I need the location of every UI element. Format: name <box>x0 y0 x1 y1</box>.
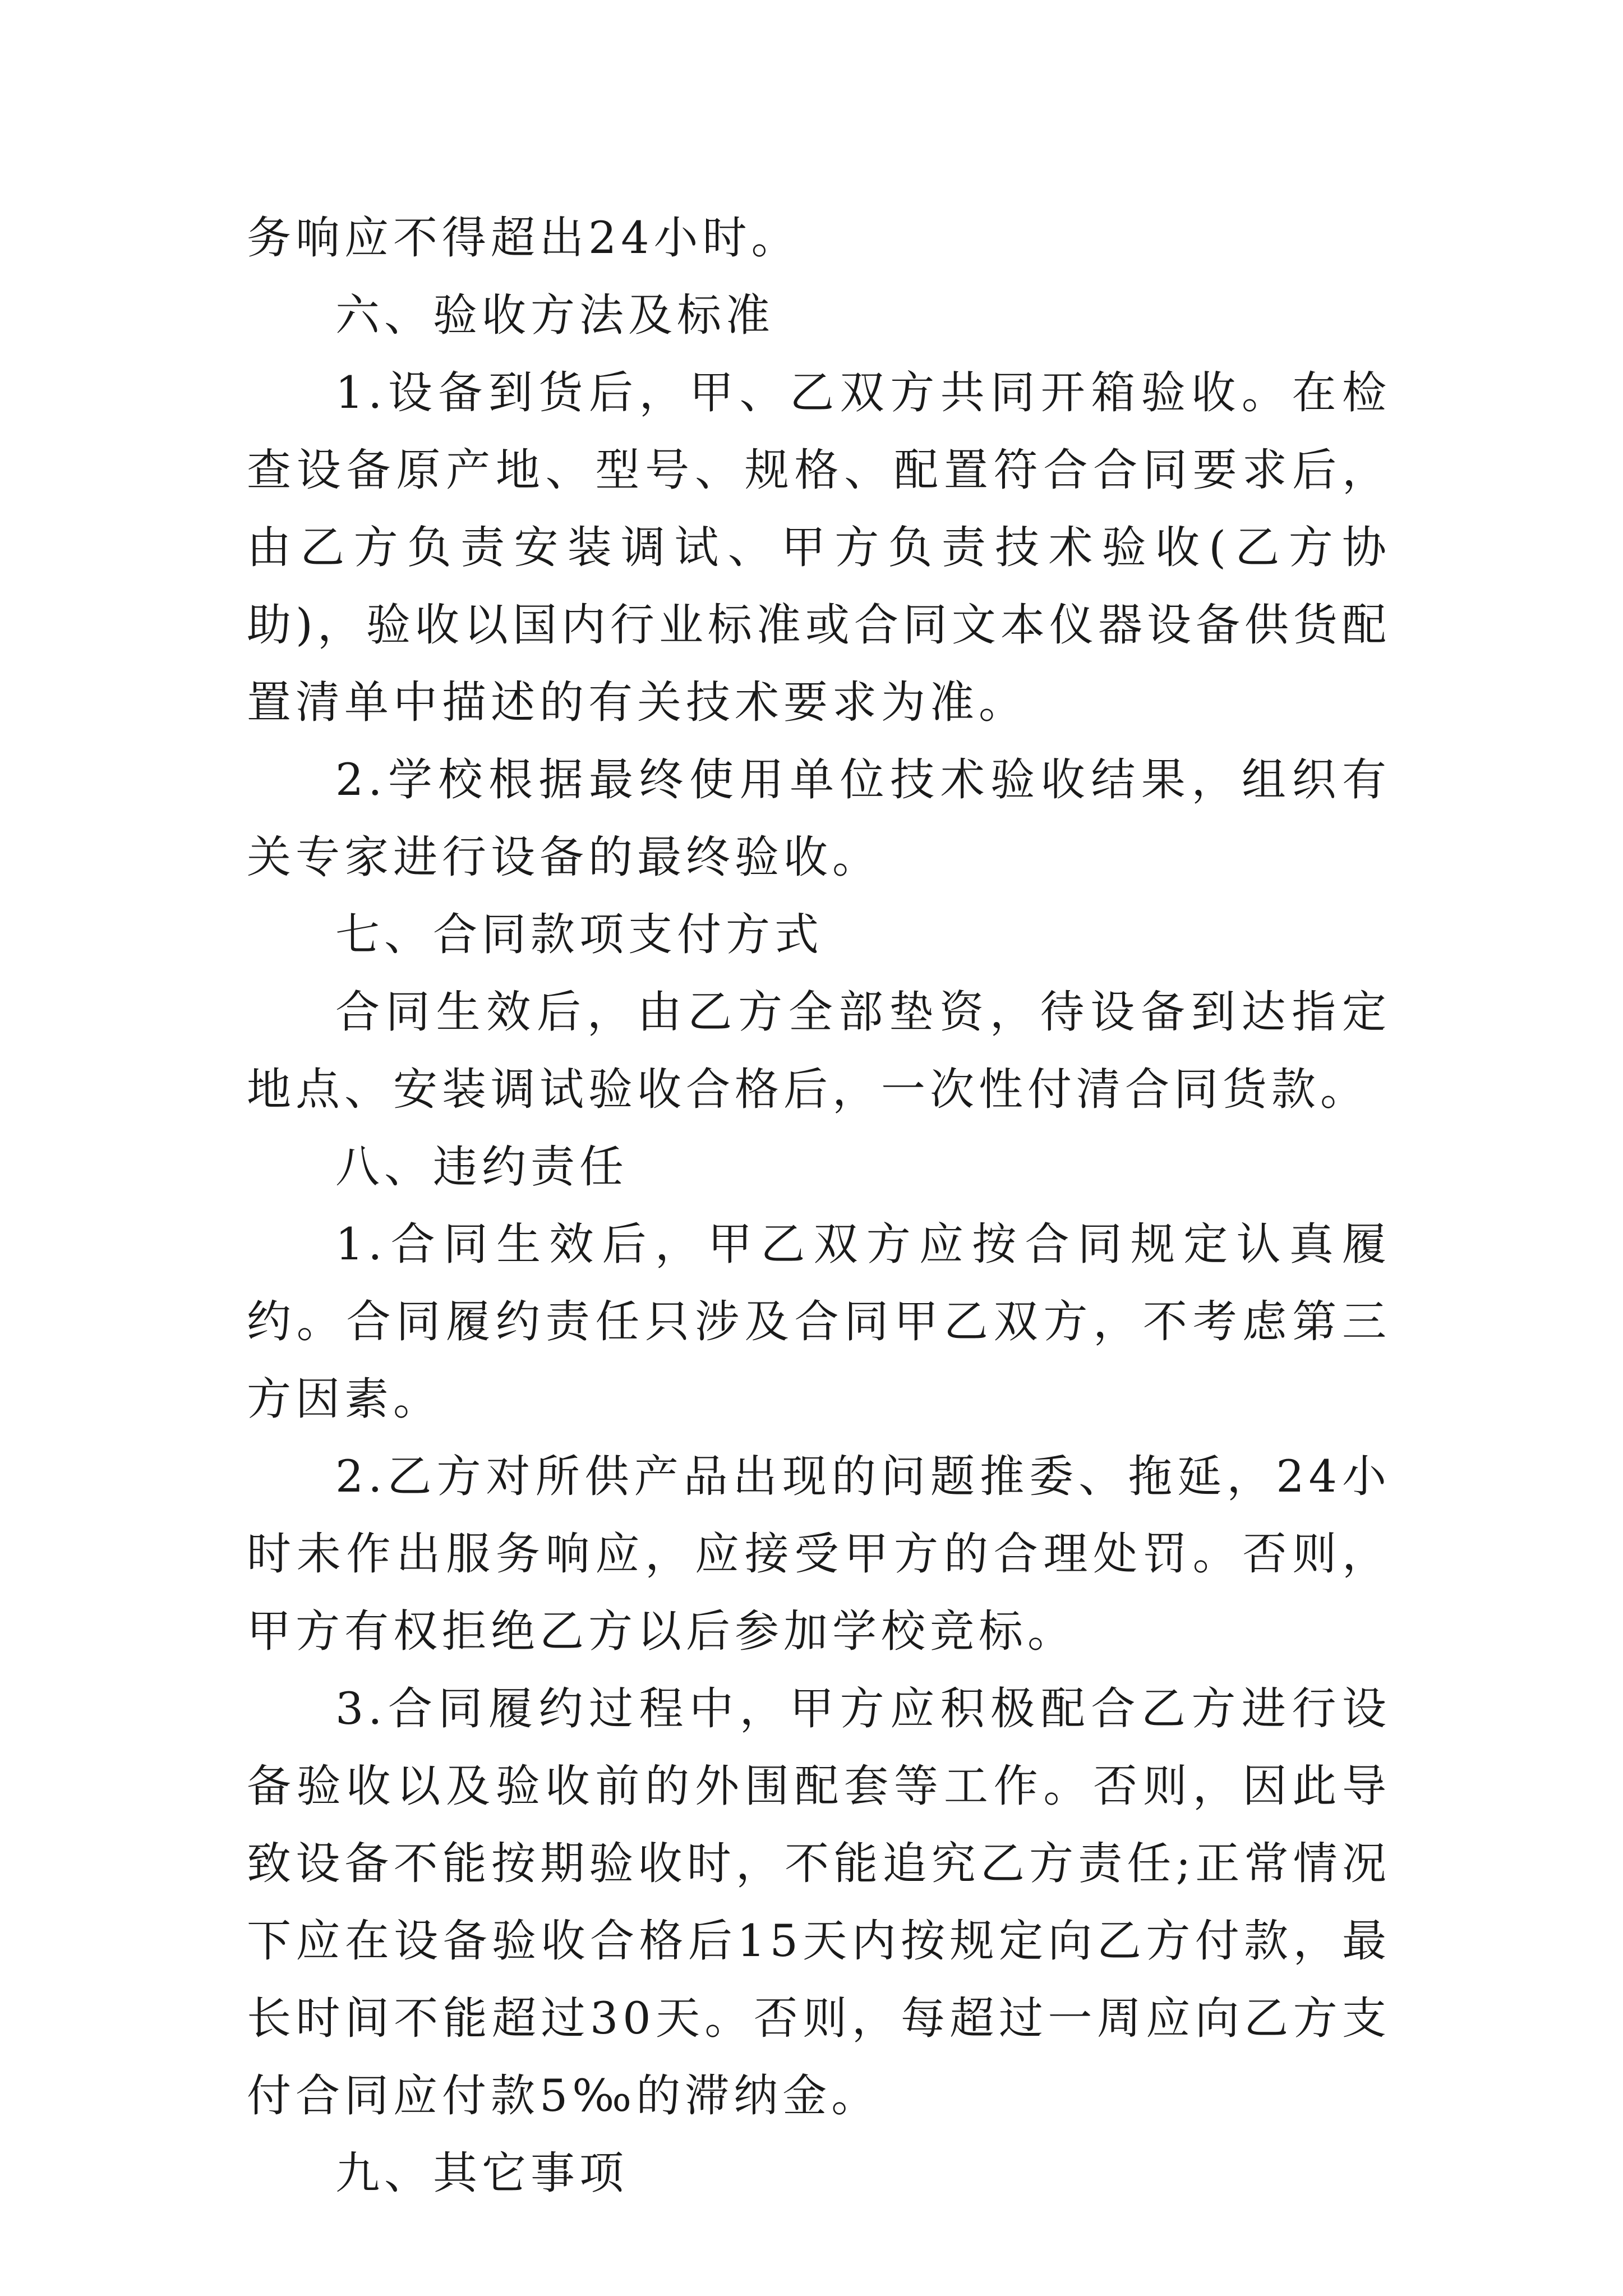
paragraph-payment: 合同生效后，由乙方全部垫资，待设备到达指定地点、安装调试验收合格后，一次性付清合同货款。 <box>247 986 1391 1115</box>
section-heading-liability: 八、违约责任 <box>335 1141 628 1193</box>
paragraph-liability-2: 2.乙方对所供产品出现的问题推委、拖延，24小时未作出服务响应，应接受甲方的合理处罚。否则，甲方有权拒绝乙方以后参加学校竞标。 <box>247 1451 1391 1657</box>
section-heading-payment: 七、合同款项支付方式 <box>335 909 823 960</box>
section-heading-other: 九、其它事项 <box>335 2147 628 2199</box>
paragraph-acceptance-1: 1.设备到货后，甲、乙双方共同开箱验收。在检查设备原产地、型号、规格、配置符合合同要求后，由乙方负责安装调试、甲方负责技术验收(乙方协助)，验收以国内行业标准或合同文本仪器设备供货配置清单中描述的有关技术要求为准。 <box>247 367 1391 728</box>
paragraph-liability-1: 1.合同生效后，甲乙双方应按合同规定认真履约。合同履约责任只涉及合同甲乙双方，不考虑第三方因素。 <box>247 1218 1391 1425</box>
paragraph-acceptance-2: 2.学校根据最终使用单位技术验收结果，组织有关专家进行设备的最终验收。 <box>247 754 1391 883</box>
section-heading-acceptance: 六、验收方法及标准 <box>335 289 774 341</box>
paragraph-liability-3: 3.合同履约过程中，甲方应积极配合乙方进行设备验收以及验收前的外围配套等工作。否则，因此导致设备不能按期验收时，不能追究乙方责任;正常情况下应在设备验收合格后15天内按规定向乙方付款，最长时间不能超过30天。否则，每超过一周应向乙方支付合同应付款5‰的滞纳金。 <box>247 1683 1391 2122</box>
paragraph-continuation: 务响应不得超出24小时。 <box>247 212 800 264</box>
document-body <box>247 199 1391 2212</box>
